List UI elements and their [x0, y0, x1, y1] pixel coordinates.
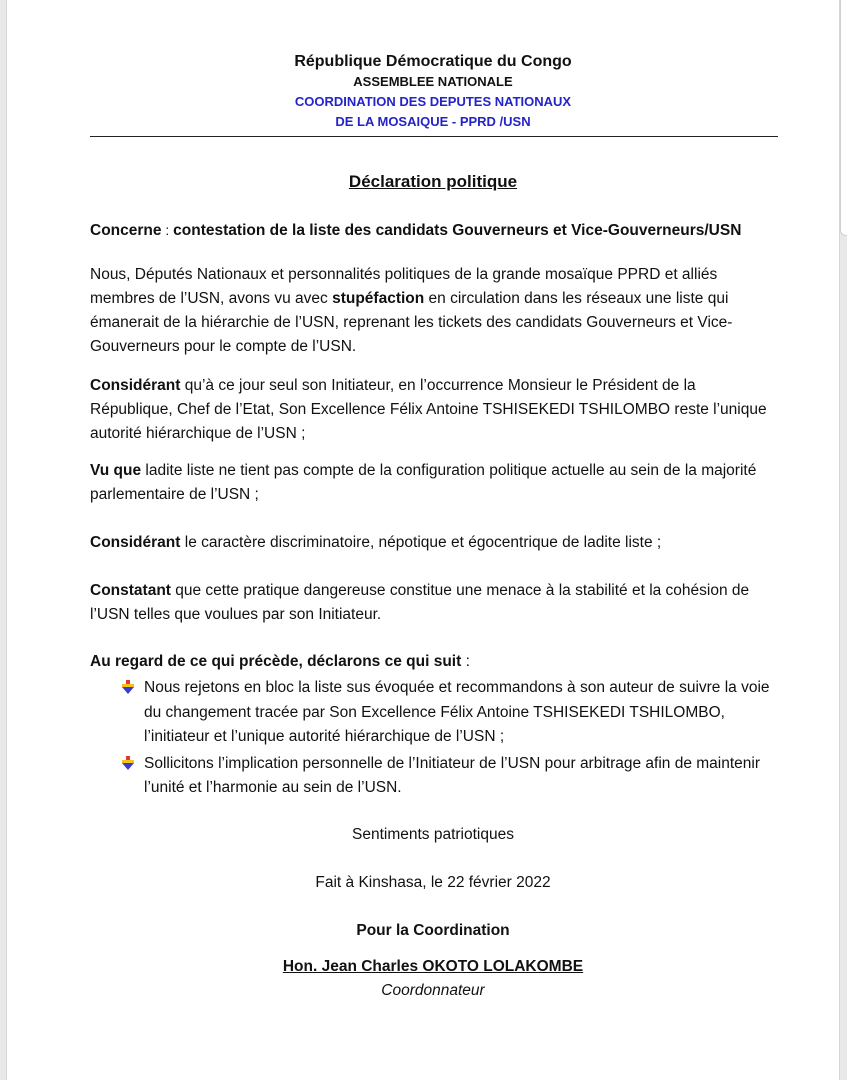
place-and-date: Fait à Kinshasa, le 22 février 2022	[315, 874, 551, 891]
paragraph-considerant-2-bold: Considérant	[90, 534, 181, 551]
paragraph-intro-text-2: en circulation dans les réseaux une liste qui émanerait de la hiérarchie de l’USN, reprenant les tickets des candidats Gouverneurs et Vice-Gouverneurs pour le compte de l’USN.	[90, 290, 733, 355]
letterhead-coordination-line1: COORDINATION DES DEPUTES NATIONAUX	[294, 94, 572, 109]
paragraph-constatant-bold: Constatant	[90, 582, 171, 599]
header-divider	[90, 136, 778, 137]
signatory-name: Hon. Jean Charles OKOTO LOLAKOMBE	[282, 958, 584, 975]
scroll-handle[interactable]	[840, 0, 847, 236]
letterhead-assembly: ASSEMBLEE NATIONALE	[353, 74, 513, 89]
letterhead-coordination-line2: DE LA MOSAIQUE - PPRD /USN	[335, 114, 531, 129]
subject-line	[90, 222, 780, 240]
list-item	[120, 676, 780, 750]
list-item	[120, 752, 780, 801]
paragraph-considerant-2-text: le caractère discriminatoire, népotique et égocentrique de ladite liste ;	[180, 534, 662, 551]
paragraph-vu-que-bold: Vu que	[90, 462, 142, 479]
paragraph-intro-bold: stupéfaction	[332, 290, 425, 307]
arrow-bullet-icon	[120, 755, 136, 771]
resolution-line	[90, 650, 780, 674]
paragraph-considerant-2	[90, 531, 780, 555]
resolution-bold: Au regard de ce qui précède, déclarons ce qui suit	[90, 653, 462, 670]
signature-for: Pour la Coordination	[356, 922, 510, 939]
declaration-list	[120, 676, 780, 803]
paragraph-constatant	[90, 579, 780, 627]
subject-label: Concerne	[90, 222, 162, 239]
resolution-tail: :	[461, 653, 470, 670]
paragraph-considerant-1-bold: Considérant	[90, 377, 181, 394]
letterhead-country: République Démocratique du Congo	[294, 53, 572, 70]
paragraph-considerant-1-text: qu’à ce jour seul son Initiateur, en l’occurrence Monsieur le Président de la République, Chef de l’Etat, Son Excellence Félix Antoine TSHISEKEDI TSHILOMBO reste l’unique autorité hiérarchique de l’USN ;	[90, 377, 767, 442]
letterhead	[90, 52, 776, 132]
paragraph-intro	[90, 263, 780, 359]
subject-colon: :	[161, 222, 174, 238]
list-item-text: Sollicitons l’implication personnelle de l’Initiateur de l’USN pour arbitrage afin de maintenir l’unité et l’harmonie au sein de l’USN.	[144, 754, 761, 796]
signatory-role: Coordonnateur	[381, 982, 485, 999]
paragraph-constatant-text: que cette pratique dangereuse constitue une menace à la stabilité et la cohésion de l’USN telles que voulues par son Initiateur.	[90, 582, 750, 623]
paragraph-vu-que-text: ladite liste ne tient pas compte de la configuration politique actuelle au sein de la majorité parlementaire de l’USN ;	[90, 462, 757, 503]
paragraph-vu-que	[90, 459, 780, 507]
list-item-text: Nous rejetons en bloc la liste sus évoquée et recommandons à son auteur de suivre la voie du changement tracée par Son Excellence Félix Antoine TSHISEKEDI TSHILOMBO, l’initiateur et l’unique autorité hiérarchique de l’USN ;	[144, 679, 770, 745]
paragraph-considerant-1	[90, 374, 780, 446]
arrow-bullet-icon	[120, 679, 136, 695]
subject-text: contestation de la liste des candidats Gouverneurs et Vice-Gouverneurs/USN	[173, 222, 742, 239]
closing-sentiments: Sentiments patriotiques	[352, 826, 514, 843]
paragraph-intro-text-1: Nous, Députés Nationaux et personnalités politiques de la grande mosaïque PPRD et alliés membres de l’USN, avons vu avec	[90, 266, 718, 307]
document-title: Déclaration politique	[348, 172, 518, 191]
